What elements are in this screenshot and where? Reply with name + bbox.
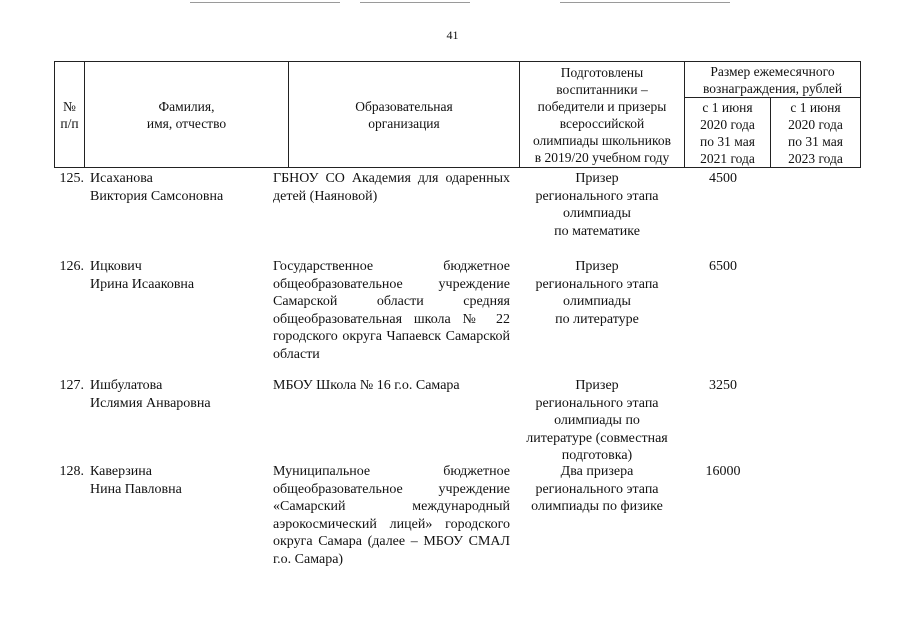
header-period-2020-2023: с 1 июня 2020 года по 31 мая 2023 года bbox=[771, 98, 861, 168]
row-achievement: Призер регионального этапа олимпиады по математике bbox=[535, 171, 659, 239]
row-amount: 6500 bbox=[709, 259, 737, 274]
row-achievement: Призер регионального этапа олимпиады по литературе (совместная подготовка) bbox=[526, 378, 668, 463]
header-prepared-winners: Подготовлены воспитанники – победители и призеры всероссийской олимпиады школьников в 2019/20 учебном году bbox=[520, 62, 685, 168]
row-achievement: Призер регионального этапа олимпиады по литературе bbox=[535, 259, 659, 327]
header-full-name: Фамилия, имя, отчество bbox=[85, 62, 289, 168]
row-organization: Государственное бюджетное общеобразовательное учреждение Самарской области средняя общеобразовательная школа № 22 городского округа Чапаевск Самарской области bbox=[273, 259, 510, 362]
row-number: 128. bbox=[59, 464, 84, 479]
scan-artifact-line bbox=[360, 2, 470, 3]
row-organization: МБОУ Школа № 16 г.о. Самара bbox=[273, 378, 460, 393]
row-amount: 16000 bbox=[705, 464, 741, 479]
row-achievement: Два призера регионального этапа олимпиады по физике bbox=[531, 464, 663, 514]
row-organization: ГБНОУ СО Академия для одаренных детей (Наяновой) bbox=[273, 171, 510, 204]
header-organization: Образовательная организация bbox=[289, 62, 520, 168]
row-name: Ицкович Ирина Исааковна bbox=[90, 259, 195, 292]
row-number: 127. bbox=[59, 378, 84, 393]
row-name: Ишбулатова Ислямия Анваровна bbox=[90, 378, 211, 411]
row-name: Каверзина Нина Павловна bbox=[90, 464, 182, 497]
scan-artifact-line bbox=[190, 2, 340, 3]
row-organization: Муниципальное бюджетное общеобразовательное учреждение «Самарский международный аэрокосмический лицей» городского округа Самара (далее – МБОУ СМАЛ г.о. Самара) bbox=[273, 464, 510, 567]
header-reward: Размер ежемесячного вознаграждения, рублей bbox=[685, 62, 861, 98]
header-period-2020-2021: с 1 июня 2020 года по 31 мая 2021 года bbox=[685, 98, 771, 168]
scan-artifact-line bbox=[560, 2, 730, 3]
row-number: 125. bbox=[59, 171, 84, 186]
table-header bbox=[54, 61, 861, 168]
row-number: 126. bbox=[59, 259, 84, 274]
row-name: Исаханова Виктория Самсоновна bbox=[90, 171, 224, 204]
page-number: 41 bbox=[446, 28, 459, 42]
row-amount: 4500 bbox=[709, 171, 737, 186]
row-amount: 3250 bbox=[709, 378, 737, 393]
header-number: № п/п bbox=[55, 62, 85, 168]
